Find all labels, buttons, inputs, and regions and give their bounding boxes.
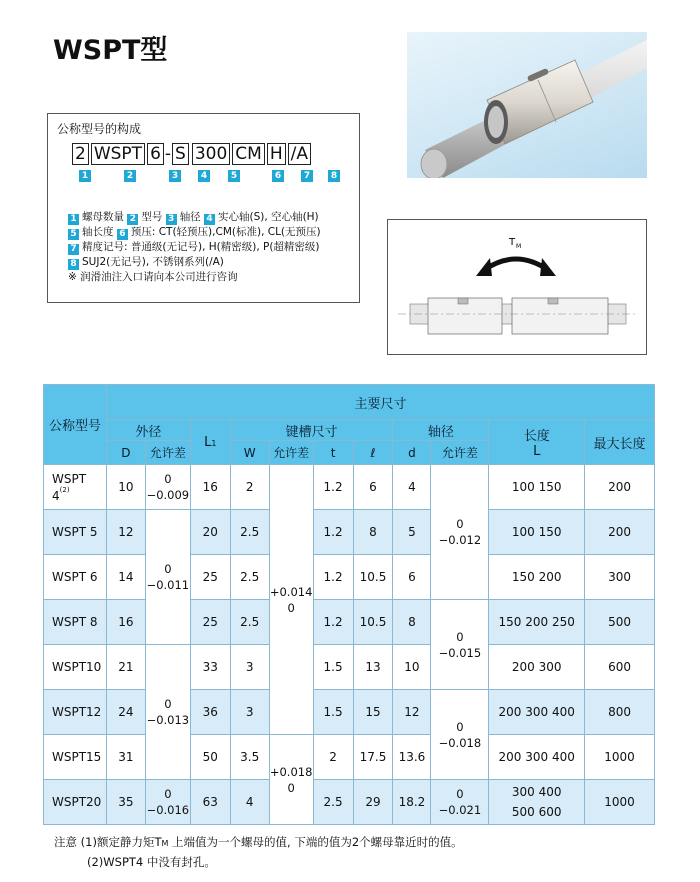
cell-l: 10.5 xyxy=(353,555,393,600)
cell-l: 10.5 xyxy=(353,600,393,645)
cell-d: 4 xyxy=(393,465,431,510)
legend-text: 型号 xyxy=(141,211,166,223)
cell-model: WSPT20 xyxy=(44,780,107,825)
code-segment: WSPT xyxy=(91,143,145,165)
legend-text: 轴长度 xyxy=(82,226,117,238)
cell-od-tolerance: 0 −0.009 xyxy=(145,465,190,510)
ball-spline-illustration xyxy=(407,32,647,178)
cell-t: 1.2 xyxy=(313,510,353,555)
cell-d: 12 xyxy=(393,690,431,735)
cell-L1: 20 xyxy=(190,510,230,555)
table-row xyxy=(44,645,655,690)
cell-W: 3.5 xyxy=(230,735,269,780)
arrow-head-right xyxy=(540,258,556,276)
keyway-drawing xyxy=(458,298,468,304)
number-badge: 6 xyxy=(272,170,284,182)
footnote-2: (2)WSPT4 中没有封孔。 xyxy=(87,855,216,869)
cell-length: 300 400 500 600 xyxy=(489,780,585,825)
cell-D: 21 xyxy=(106,645,145,690)
cell-model: WSPT15 xyxy=(44,735,107,780)
cell-l: 17.5 xyxy=(353,735,393,780)
arrow-head-left xyxy=(476,258,492,276)
cell-W: 2 xyxy=(230,465,269,510)
cell-L1: 50 xyxy=(190,735,230,780)
cell-L1: 25 xyxy=(190,555,230,600)
header-keyway: 键槽尺寸 xyxy=(230,420,393,441)
header-l: ℓ xyxy=(353,441,393,465)
cell-d: 10 xyxy=(393,645,431,690)
torque-label-sub: M xyxy=(516,243,522,250)
cell-d: 5 xyxy=(393,510,431,555)
number-badge: 5 xyxy=(228,170,240,182)
cell-t: 1.2 xyxy=(313,600,353,645)
code-segment: 6 xyxy=(147,143,164,165)
number-badge: 8 xyxy=(328,170,340,182)
cell-model: WSPT 5 xyxy=(44,510,107,555)
cell-d: 8 xyxy=(393,600,431,645)
cell-model: WSPT12 xyxy=(44,690,107,735)
keyway-drawing xyxy=(548,298,558,304)
header-d-tolerance: 允许差 xyxy=(431,441,489,465)
number-badge: 2 xyxy=(124,170,136,182)
code-segment: /A xyxy=(288,143,311,165)
cell-model: WSPT 4$^{(2)}$ xyxy=(44,465,107,510)
header-d: d xyxy=(393,441,431,465)
number-badge: 4 xyxy=(198,170,210,182)
header-key-tolerance: 允许差 xyxy=(269,441,313,465)
cell-d-tolerance: 0 −0.021 xyxy=(431,780,489,825)
cell-L1: 63 xyxy=(190,780,230,825)
product-photo xyxy=(407,32,647,178)
number-badge: 3 xyxy=(166,214,177,225)
cell-L1: 36 xyxy=(190,690,230,735)
cell-t: 1.2 xyxy=(313,555,353,600)
code-segment: H xyxy=(267,143,286,165)
number-badge: 7 xyxy=(68,244,79,255)
cell-length: 200 300 400 xyxy=(489,735,585,780)
cell-D: 16 xyxy=(106,600,145,645)
cell-d: 18.2 xyxy=(393,780,431,825)
cell-t: 2.5 xyxy=(313,780,353,825)
cell-length: 200 300 400 xyxy=(489,690,585,735)
cell-D: 35 xyxy=(106,780,145,825)
legend-text: 螺母数量 xyxy=(82,211,128,223)
header-max-length: 最大长度 xyxy=(585,420,655,465)
cell-l: 13 xyxy=(353,645,393,690)
nut-drawing xyxy=(512,298,608,334)
cell-length: 100 150 xyxy=(489,510,585,555)
cell-D: 31 xyxy=(106,735,145,780)
cell-length: 200 300 xyxy=(489,645,585,690)
cell-od-tolerance: 0 −0.013 xyxy=(145,645,190,780)
cell-model: WSPT 6 xyxy=(44,555,107,600)
cell-W: 4 xyxy=(230,780,269,825)
code-segment: CM xyxy=(232,143,265,165)
header-od-tolerance: 允许差 xyxy=(145,441,190,465)
number-badge: 1 xyxy=(68,214,79,225)
cell-max-length: 1000 xyxy=(585,780,655,825)
cell-W: 2.5 xyxy=(230,600,269,645)
cell-l: 6 xyxy=(353,465,393,510)
legend-text: 预压: CT(轻预压),CM(标准), CL(无预压) xyxy=(130,226,321,238)
header-shaft-diameter: 轴径 xyxy=(393,420,489,441)
cell-L1: 33 xyxy=(190,645,230,690)
code-segment: S xyxy=(172,143,189,165)
table-row xyxy=(44,780,655,825)
model-code-example xyxy=(72,142,311,166)
cell-D: 24 xyxy=(106,690,145,735)
cell-l: 29 xyxy=(353,780,393,825)
cell-length: 150 200 250 xyxy=(489,600,585,645)
header-main-dimensions: 主要尺寸 xyxy=(106,385,654,420)
cell-L1: 16 xyxy=(190,465,230,510)
cell-d-tolerance: 0 −0.018 xyxy=(431,690,489,780)
rotation-arrow xyxy=(484,259,548,270)
cell-W: 3 xyxy=(230,690,269,735)
cell-t: 1.5 xyxy=(313,645,353,690)
cell-t: 1.5 xyxy=(313,690,353,735)
cell-D: 12 xyxy=(106,510,145,555)
cell-d: 6 xyxy=(393,555,431,600)
number-badge: 2 xyxy=(127,214,138,225)
code-segment: 2 xyxy=(72,143,89,165)
cell-max-length: 500 xyxy=(585,600,655,645)
spec-table xyxy=(43,384,655,825)
cell-max-length: 300 xyxy=(585,555,655,600)
header-W: W xyxy=(230,441,269,465)
model-code-heading: 公称型号的构成 xyxy=(57,122,142,136)
cell-key-tolerance: +0.014 0 xyxy=(269,465,313,735)
code-number-row xyxy=(48,170,359,184)
cell-model: WSPT10 xyxy=(44,645,107,690)
footnotes xyxy=(54,833,463,871)
number-badge: 4 xyxy=(204,214,215,225)
cell-d: 13.6 xyxy=(393,735,431,780)
footnote-1: 注意 (1)额定静力矩TM 上端值为一个螺母的值, 下端的值为2个螺母靠近时的值。 xyxy=(54,835,463,849)
cell-od-tolerance: 0 −0.016 xyxy=(145,780,190,825)
cell-D: 10 xyxy=(106,465,145,510)
legend-text: SUJ2(无记号), 不锈钢系列(/A) xyxy=(82,256,224,268)
header-l1: L1 xyxy=(190,420,230,465)
page-title: WSPT型 xyxy=(53,35,168,66)
cell-W: 2.5 xyxy=(230,555,269,600)
model-code-panel xyxy=(47,113,360,303)
number-badge: 5 xyxy=(68,229,79,240)
cell-max-length: 800 xyxy=(585,690,655,735)
cell-t: 2 xyxy=(313,735,353,780)
cell-W: 3 xyxy=(230,645,269,690)
torque-illustration xyxy=(388,220,646,354)
lubrication-note: ※ 润滑油注入口请向本公司进行咨询 xyxy=(68,271,238,283)
cell-t: 1.2 xyxy=(313,465,353,510)
model-code-legend xyxy=(68,210,321,285)
number-badge: 1 xyxy=(79,170,91,182)
cell-od-tolerance: 0 −0.011 xyxy=(145,510,190,645)
header-length: 长度 L xyxy=(489,420,585,465)
cell-length: 100 150 xyxy=(489,465,585,510)
legend-text: 轴径 xyxy=(179,211,205,223)
number-badge: 6 xyxy=(117,229,128,240)
cell-max-length: 1000 xyxy=(585,735,655,780)
header-model: 公称型号 xyxy=(44,385,107,465)
legend-text: 实心轴(S), 空心轴(H) xyxy=(218,211,319,223)
cell-length: 150 200 xyxy=(489,555,585,600)
torque-label: T xyxy=(509,237,516,248)
legend-text: 精度记号: 普通级(无记号), H(精密级), P(超精密级) xyxy=(82,241,320,253)
code-separator: - xyxy=(164,144,172,164)
table-row xyxy=(44,690,655,735)
torque-diagram xyxy=(387,219,647,355)
header-t: t xyxy=(313,441,353,465)
cell-d-tolerance: 0 −0.015 xyxy=(431,600,489,690)
cell-l: 8 xyxy=(353,510,393,555)
number-badge: 3 xyxy=(169,170,181,182)
cell-l: 15 xyxy=(353,690,393,735)
cell-model: WSPT 8 xyxy=(44,600,107,645)
number-badge: 8 xyxy=(68,259,79,270)
table-row xyxy=(44,735,655,780)
code-segment: 300 xyxy=(192,143,230,165)
cell-L1: 25 xyxy=(190,600,230,645)
table-row xyxy=(44,555,655,600)
table-row xyxy=(44,510,655,555)
table-row xyxy=(44,600,655,645)
number-badge: 7 xyxy=(301,170,313,182)
cell-max-length: 600 xyxy=(585,645,655,690)
table-row xyxy=(44,465,655,510)
cell-d-tolerance: 0 −0.012 xyxy=(431,465,489,600)
header-D: D xyxy=(106,441,145,465)
cell-max-length: 200 xyxy=(585,510,655,555)
cell-max-length: 200 xyxy=(585,465,655,510)
cell-W: 2.5 xyxy=(230,510,269,555)
cell-D: 14 xyxy=(106,555,145,600)
header-outer-diameter: 外径 xyxy=(106,420,190,441)
cell-key-tolerance: +0.018 0 xyxy=(269,735,313,825)
